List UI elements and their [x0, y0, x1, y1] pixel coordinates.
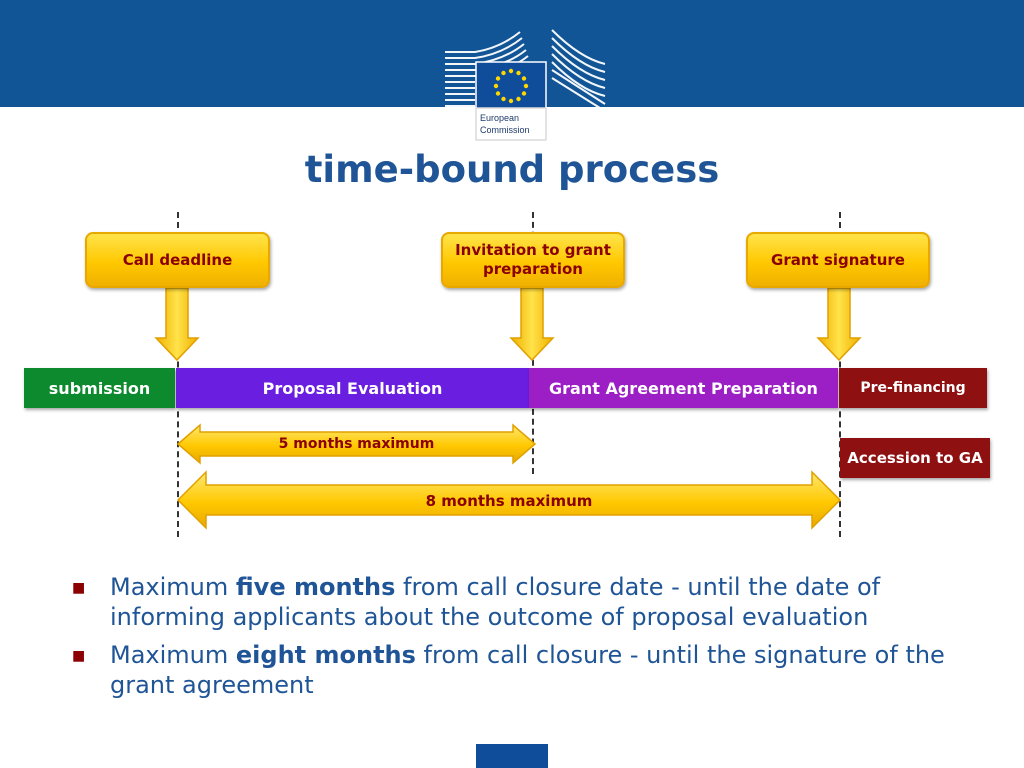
- milestone-call-deadline: Call deadline: [85, 232, 270, 288]
- milestone-invitation: Invitation to grant preparation: [441, 232, 625, 288]
- down-arrow-icon: [511, 288, 553, 360]
- phase-submission: submission: [24, 368, 175, 408]
- square-bullet-icon: ■: [72, 648, 86, 664]
- bullet-text-bold: five months: [235, 573, 396, 601]
- label-5-months: 5 months maximum: [278, 436, 435, 452]
- eu-flag-footer: [476, 744, 548, 768]
- page-title: time-bound process: [304, 148, 720, 191]
- bullet-item: [72, 640, 972, 700]
- down-arrow-icon: [818, 288, 860, 360]
- logo-text-commission: Commission: [480, 125, 530, 135]
- phase-grant-agreement-preparation: Grant Agreement Preparation: [529, 368, 838, 408]
- milestone-grant-signature: Grant signature: [746, 232, 930, 288]
- bullet-text-post: from call closure - until the signature of the grant agreement: [110, 641, 945, 699]
- bullet-text-pre: Maximum: [110, 573, 236, 601]
- phase-pre-financing: Pre-financing: [839, 368, 987, 408]
- bullet-text-bold: eight months: [235, 641, 416, 669]
- phase-proposal-evaluation: Proposal Evaluation: [176, 368, 529, 408]
- bullet-text-post: from call closure date - until the date of informing applicants about the outcome of proposal evaluation: [110, 573, 881, 631]
- bullet-item: [72, 572, 972, 632]
- square-bullet-icon: ■: [72, 580, 86, 596]
- accession-to-ga-box: Accession to GA: [840, 438, 990, 478]
- label-8-months: 8 months maximum: [425, 492, 593, 510]
- bullet-text-pre: Maximum: [110, 641, 236, 669]
- bullet-list: [72, 572, 972, 708]
- down-arrow-icon: [156, 288, 198, 360]
- logo-text-european: European: [480, 113, 520, 123]
